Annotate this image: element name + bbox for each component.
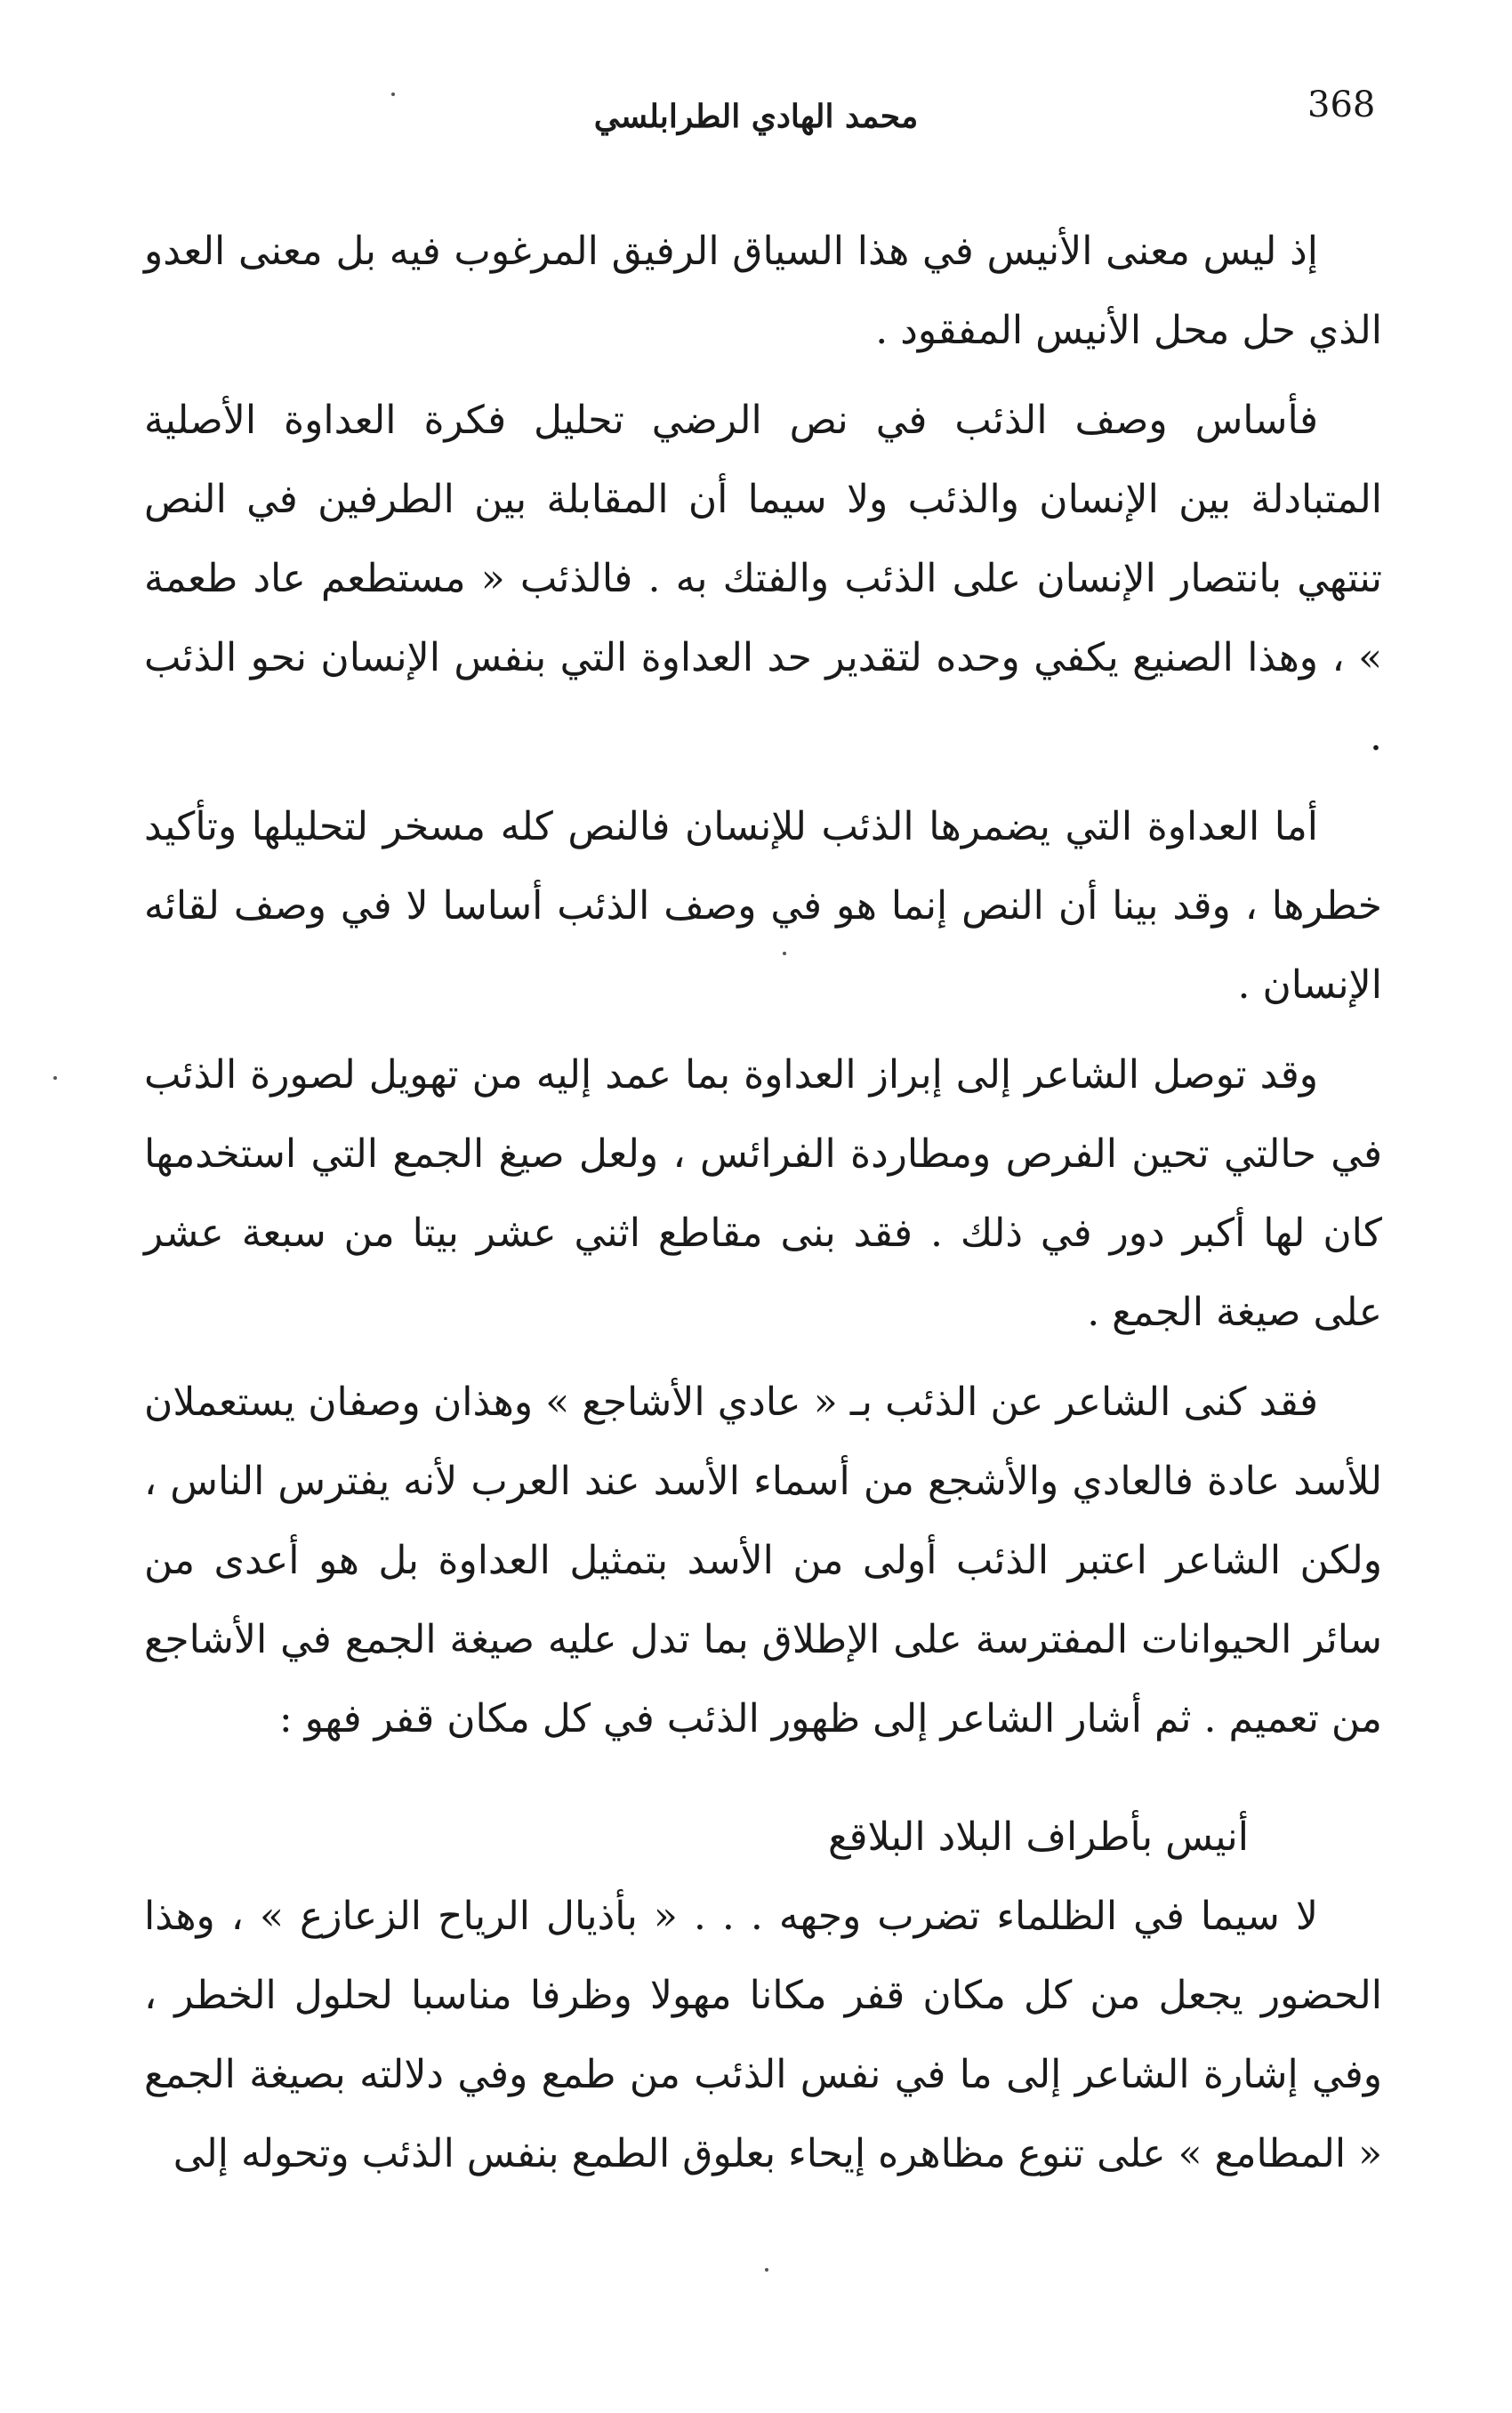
verse-line: أنيس بأطراف البلاد البلاقع [828,1814,1249,1860]
running-title: محمد الهادي الطرابلسي [593,98,919,135]
paragraph: فقد كنى الشاعر عن الذئب بـ « عادي الأشاجع » وهذان وصفان يستعملان للأسد عادة فالعادي والأشجع من أسماء الأسد عند العرب لأنه يفترس الناس ، ولكن الشاعر اعتبر الذئب أولى من الأسد بتمثيل العداوة بل هو أعدى من سائر الحيوانات المفترسة على الإطلاق بما تدل عليه صيغة الجمع في الأشاجع من تعميم . ثم أشار الشاعر إلى ظهور الذئب في كل مكان قفر فهو : [144,1379,1382,1741]
paragraph: لا سيما في الظلماء تضرب وجهه . . . « بأذيال الرياح الزعازع » ، وهذا الحضور يجعل من كل مكان قفر مكانا مهولا وظرفا مناسبا لحلول الخطر ، وفي إشارة الشاعر إلى ما في نفس الذئب من طمع وفي دلالته بصيغة الجمع « المطامع » على تنوع مظاهره إيحاء بعلوق الطمع بنفس الذئب وتحوله إلى [144,1894,1382,2176]
paragraph: إذ ليس معنى الأنيس في هذا السياق الرفيق المرغوب فيه بل معنى العدو الذي حل محل الأنيس المفقود . [144,229,1382,353]
scan-speck [53,1076,57,1080]
page-number: 368 [1307,84,1376,125]
paragraph: وقد توصل الشاعر إلى إبراز العداوة بما عمد إليه من تهويل لصورة الذئب في حالتي تحين الفرص ومطاردة الفرائس ، ولعل صيغ الجمع التي استخدمها كان لها أكبر دور في ذلك . فقد بنى مقاطع اثني عشر بيتا من سبعة عشر على صيغة الجمع . [144,1052,1382,1335]
scan-speck [783,952,786,955]
paragraph: فأساس وصف الذئب في نص الرضي تحليل فكرة العداوة الأصلية المتبادلة بين الإنسان والذئب ولا سيما أن المقابلة بين الطرفين في النص تنتهي بانتصار الإنسان على الذئب والفتك به . فالذئب « مستطعم عاد طعمة » ، وهذا الصنيع يكفي وحده لتقدير حد العداوة التي بنفس الإنسان نحو الذئب . [144,398,1382,760]
paragraph: أما العداوة التي يضمرها الذئب للإنسان فالنص كله مسخر لتحليلها وتأكيد خطرها ، وقد بينا أن النص إنما هو في وصف الذئب أساسا لا في وصف لقائه الإنسان . [144,804,1382,1008]
scan-speck [765,2268,768,2272]
body-text [144,212,1382,2193]
scan-speck [391,92,395,96]
